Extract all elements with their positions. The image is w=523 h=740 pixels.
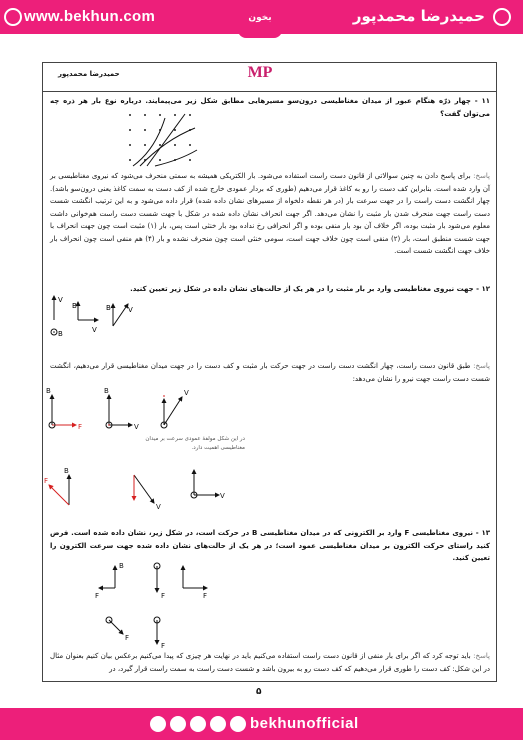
q12-answer — [50, 360, 490, 385]
label-V: V — [58, 296, 63, 304]
q12-answer-text: طبق قانون دست راست، چهار انگشت دست راست در جهت حرکت بار مثبت و کف دست را در جهت میدان مغناطیسی قرار می‌دهیم، انگشت شست دست راست جهت نیرو را نشان می‌دهد: — [50, 362, 490, 383]
sol-label-V6: V — [220, 492, 225, 500]
sol-label-V5: V — [156, 503, 161, 511]
social-handle[interactable]: bekhunofficial — [250, 715, 359, 732]
whatsapp-icon[interactable] — [230, 716, 246, 732]
youtube-icon[interactable] — [170, 716, 186, 732]
sol-label-V3: V — [184, 389, 189, 397]
sol-label-B4: B — [64, 467, 69, 475]
telegram-icon[interactable] — [190, 716, 206, 732]
globe-icon — [4, 8, 22, 26]
q13-question: ۱۳ - نیروی مغناطیسی F وارد بر الکترونی که در میدان مغناطیسی B در حرکت است، در شکل زیر، نشان داده شده است. فرض کنید راستای حرکت الکترون بر میدان مغناطیسی عمود است؛ در هر یک از حالت‌های نشان داده شده جهت سرعت الکترون را تعیین کنید. — [50, 529, 491, 562]
q12-cases-figure — [48, 290, 158, 352]
sol-label-F1: F — [78, 423, 83, 431]
q13-label-F5: F — [161, 642, 166, 650]
answer-tag: پاسخ: — [473, 172, 490, 180]
label-B2: B — [72, 302, 77, 310]
running-author: حمیدرضا محمدپور — [58, 70, 120, 78]
top-banner — [0, 0, 523, 34]
aparat-icon[interactable] — [210, 716, 226, 732]
q13-label-F4: F — [125, 634, 130, 642]
author-name: حمیدرضا محمدپور — [352, 7, 485, 25]
q13-answer — [50, 650, 490, 675]
answer-tag: پاسخ: — [473, 362, 490, 370]
label-V2: V — [92, 326, 97, 334]
sol-label-B2: B — [104, 387, 109, 395]
q13-label-F1: F — [95, 592, 100, 600]
answer-tag: پاسخ: — [473, 652, 490, 660]
label-V3: V — [128, 306, 133, 314]
q11-answer-text: برای پاسخ دادن به چنین سوالاتی از قانون دست راست استفاده می‌شود. بار الکتریکی همیشه به سمتی منحرف می‌شود که نیروی مغناطیسی بر آن وارد شده است. بنابراین کف دست را رو به کاغذ قرار می‌دهیم (طوری که بردار عمودی خارج شده از کف دست به سمت کاغذ یعنی درون‌سو باشد). چهار انگشت دست راست را در جهت سرعت بار (در هر نقطه دلخواه از مسیرهای نشان داده شده) قرار داده می‌شود و به این ترتیب انگشت شست دست راست جهت منحرف شدن بار مثبت را نشان می‌دهد. اگر جهت انحراف نشان داده شده در شکل با جهت شست دست راست هم‌خوانی داشت معلوم می‌شود بار مثبت بوده، اگر خلاف آن بود بار منفی بوده و اگر انحرافی رخ نداده بود بار خنثی است پس، بار (۱) مثبت است چون جهت انحراف با جهت شست منطبق است، بار (۲) منفی است چون خلاف جهت است، سومی خنثی است چون منحرف نشده و بار (۴) هم منفی است چون انحراف بار خلاف جهت انگشت شست است. — [50, 172, 491, 255]
social-icons — [150, 716, 246, 732]
page-number: ۵ — [256, 687, 262, 697]
user-icon — [493, 8, 511, 26]
q11-question: ۱۱ - چهار ذرّه هنگام عبور از میدان مغناطیسی درون‌سو مسیرهایی مطابق شکل زیر می‌پیمایند. درباره نوع بار هر ذره چه می‌توان گفت؟ — [50, 97, 490, 118]
q13-label-F3: F — [203, 592, 208, 600]
q12-note: در این شکل مولفهٔ عمودی سرعت بر میدان مغناطیسی اهمیت دارد. — [145, 436, 245, 451]
q13-label-F2: F — [161, 592, 166, 600]
sol-label-F4: F — [44, 477, 49, 485]
sol-label-V2: V — [134, 423, 139, 431]
sol-label-B1: B — [46, 387, 51, 395]
q13-label-B1: B — [119, 562, 124, 570]
q11-answer — [50, 170, 490, 258]
field-into-page-dots — [129, 114, 191, 161]
mp-logo: MP — [247, 64, 273, 81]
bottom-banner — [0, 708, 523, 740]
q12-question: ۱۲ - جهت نیروی مغناطیسی وارد بر بار مثبت را در هر یک از حالت‌های نشان داده در شکل زیر تعیین کنید. — [130, 285, 490, 293]
q11-particle-paths-figure — [125, 110, 200, 168]
label-B: B — [58, 330, 63, 338]
bekhun-logo: بخون — [238, 0, 282, 38]
label-B3: B — [106, 304, 111, 312]
q13-cases-figure — [95, 558, 215, 650]
website-link[interactable]: www.bekhun.com — [24, 8, 156, 25]
instagram-icon[interactable] — [150, 716, 166, 732]
q13-answer-text: باید توجه کرد که اگر برای بار منفی از قانون دست راست استفاده می‌کنیم باید در نهایت هر چیزی که پیدا می‌کنیم برعکس بیان کنیم بعنوان مثال در این شکل: کف دست را طوری قرار می‌دهیم که کف دست رو به بیرون باشد و شست دست راست به سمت راست قرار گیرد، در — [50, 652, 490, 673]
